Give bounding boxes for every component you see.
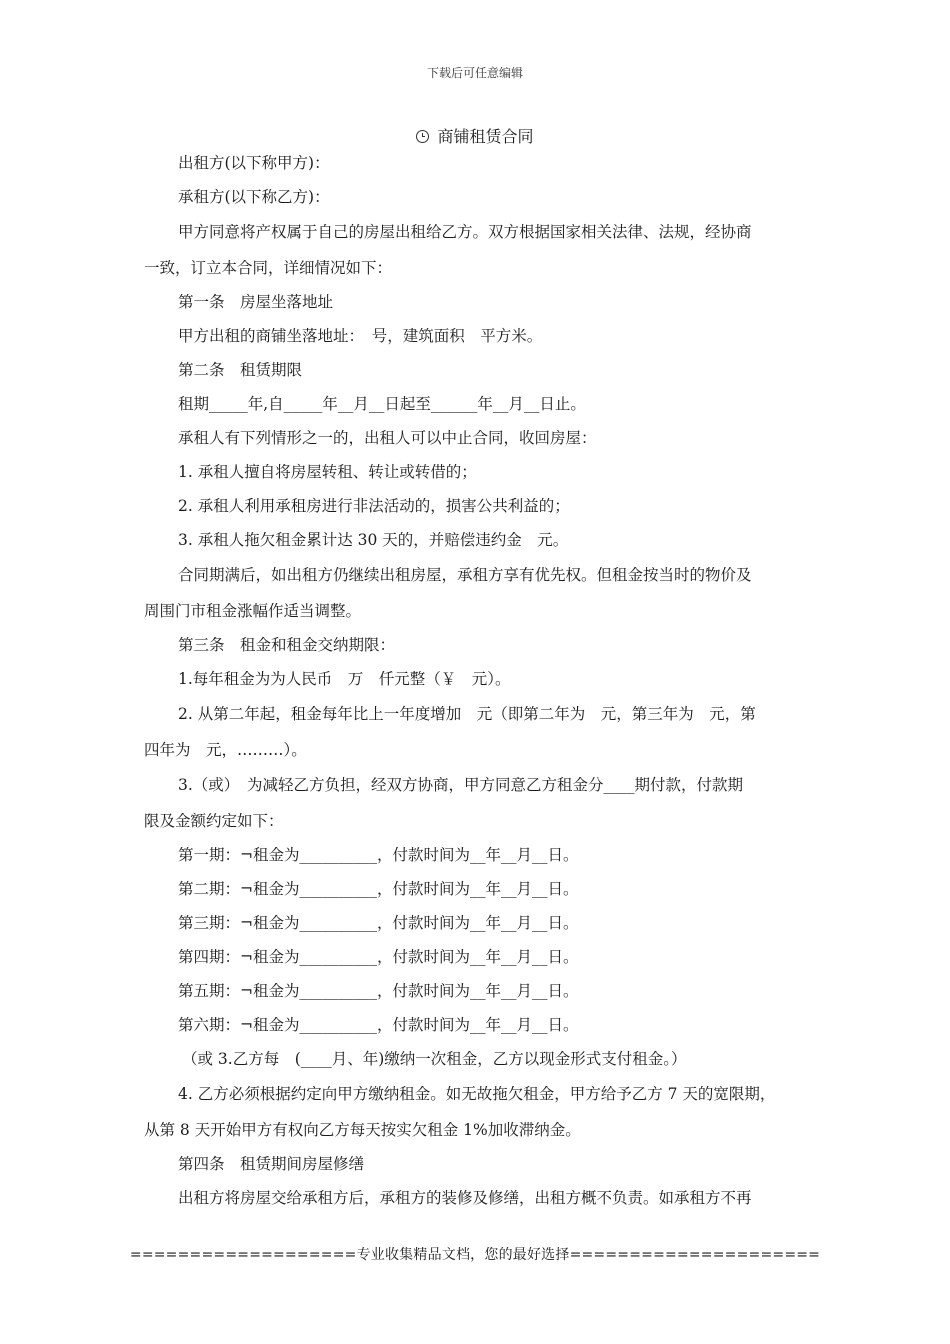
installment-1: 第一期：¬租金为__________，付款时间为__年__月__日。 [178, 846, 579, 864]
line-annual-rent: 1.每年租金为为人民币 万 仟元整（￥ 元）。 [178, 670, 511, 688]
line-installments: 3.（或） 为减轻乙方负担，经双方协商，甲方同意乙方租金分____期付款，付款期 [178, 776, 744, 794]
installment-5: 第五期：¬租金为__________，付款时间为__年__月__日。 [178, 982, 579, 1000]
page-footer: ===================专业收集精品文档，您的最好选择===================== [129, 1247, 821, 1263]
article-1-heading: 第一条 房屋坐落地址 [178, 293, 334, 311]
installment-3: 第三期：¬租金为__________，付款时间为__年__月__日。 [178, 914, 579, 932]
document-body [144, 146, 810, 1215]
article-2-heading: 第二条 租赁期限 [178, 361, 303, 379]
installment-6: 第六期：¬租金为__________，付款时间为__年__月__日。 [178, 1016, 579, 1034]
line-lessor: 出租方(以下称甲方)： [178, 154, 330, 172]
line-grace-period-cont: 从第 8 天开始甲方有权向乙方每天按实欠租金 1%加收滞纳金。 [144, 1121, 581, 1139]
line-renewal: 合同期满后，如出租方仍继续出租房屋，承租方享有优先权。但租金按当时的物价及 [178, 566, 752, 584]
page-header: 下载后可任意编辑 [426, 66, 523, 80]
line-alternative: （或 3.乙方每 (____月、年)缴纳一次租金，乙方以现金形式支付租金。） [182, 1050, 687, 1068]
installment-4: 第四期：¬租金为__________，付款时间为__年__月__日。 [178, 948, 579, 966]
line-address: 甲方出租的商铺坐落地址： 号，建筑面积 平方米。 [178, 327, 543, 345]
line-grace-period: 4. 乙方必须根据约定向甲方缴纳租金。如无故拖欠租金，甲方给予乙方 7 天的宽限期， [178, 1085, 776, 1103]
line-lessee: 承租方(以下称乙方)： [178, 188, 330, 206]
line-intro: 甲方同意将产权属于自己的房屋出租给乙方。双方根据国家相关法律、法规，经协商 [178, 223, 752, 241]
list-item-3: 3. 承租人拖欠租金累计达 30 天的，并赔偿违约金 元。 [178, 531, 569, 549]
list-item-1: 1. 承租人擅自将房屋转租、转让或转借的； [178, 463, 477, 481]
line-rent-increase-cont: 四年为 元，………）。 [144, 741, 307, 759]
line-termination: 承租人有下列情形之一的，出租人可以中止合同，收回房屋： [178, 429, 597, 447]
title-text: 商铺租赁合同 [437, 127, 534, 146]
line-renewal-cont: 周围门市租金涨幅作适当调整。 [144, 602, 362, 620]
line-repairs: 出租方将房屋交给承租方后，承租方的装修及修缮，出租方概不负责。如承租方不再 [178, 1189, 752, 1207]
installment-2: 第二期：¬租金为__________，付款时间为__年__月__日。 [178, 880, 579, 898]
list-item-2: 2. 承租人利用承租房进行非法活动的，损害公共利益的； [178, 497, 570, 515]
line-installments-cont: 限及金额约定如下： [144, 812, 284, 830]
line-rent-increase: 2. 从第二年起，租金每年比上一年度增加 元（即第二年为 元，第三年为 元，第 [178, 705, 756, 723]
document-title [0, 124, 950, 147]
article-4-heading: 第四条 租赁期间房屋修缮 [178, 1155, 365, 1173]
article-3-heading: 第三条 租金和租金交纳期限： [178, 636, 396, 654]
line-intro-cont: 一致，订立本合同，详细情况如下： [144, 259, 393, 277]
clock-icon [416, 130, 429, 143]
line-lease-term: 租期_____年,自_____年__月__日起至______年__月__日止。 [178, 395, 586, 413]
